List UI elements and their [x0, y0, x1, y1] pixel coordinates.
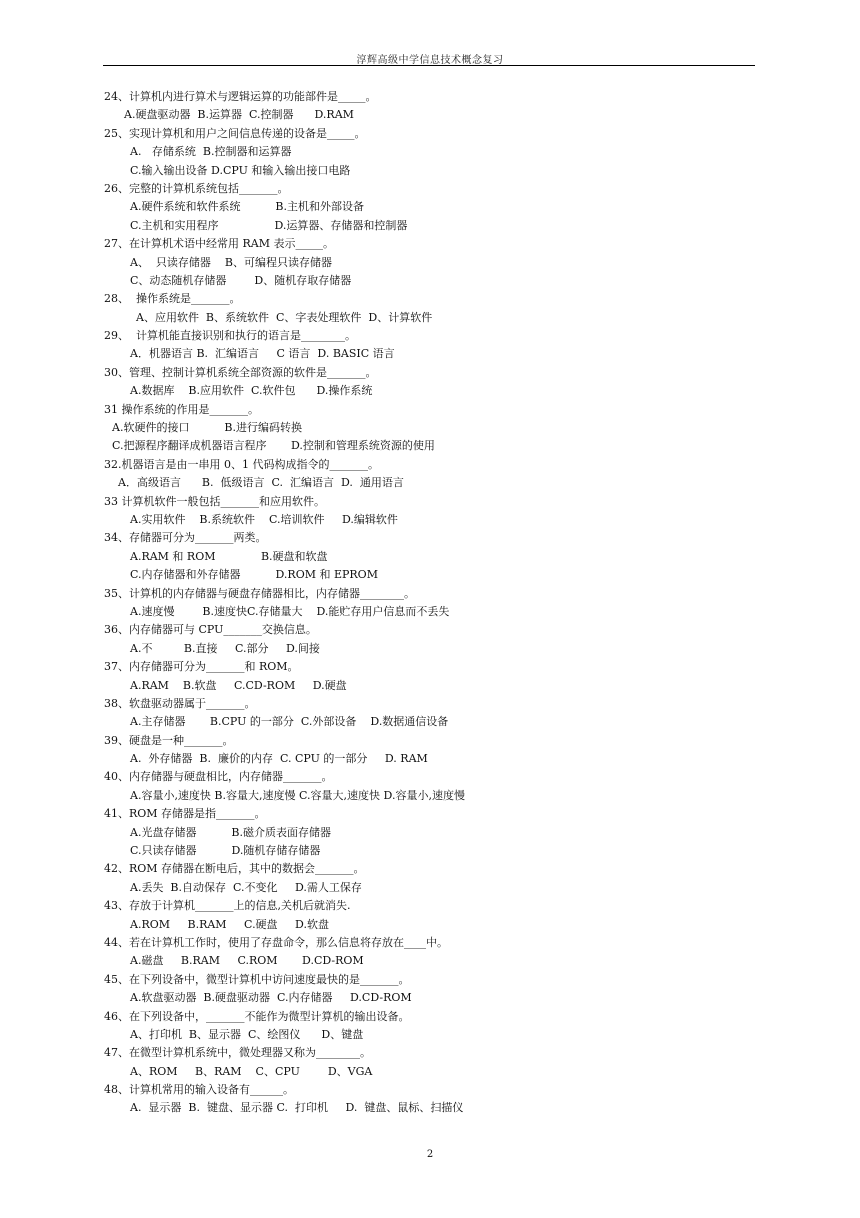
- question-stem: 46、在下列设备中，_______不能作为微型计算机的输出设备。: [104, 1009, 410, 1023]
- question-stem: 35、计算机的内存储器与硬盘存储器相比，内存储器________。: [104, 586, 415, 600]
- question-options: A、 只读存储器 B、可编程只读存储器: [130, 255, 333, 269]
- question-stem: 29、 计算机能直接识别和执行的语言是________。: [104, 329, 356, 343]
- question-options: A.光盘存储器 B.磁介质表面存储器: [130, 825, 331, 839]
- page-number: 2: [426, 1149, 434, 1160]
- question-stem: 37、内存储器可分为_______和 ROM。: [104, 660, 299, 674]
- question-options: A．高级语言 B. 低级语言 C. 汇编语言 D. 通用语言: [118, 476, 404, 490]
- question-options: A.数据库 B.应用软件 C.软件包 D.操作系统: [130, 384, 373, 398]
- question-stem: 34、存储器可分为_______两类。: [104, 531, 267, 545]
- question-options: A.磁盘 B.RAM C.ROM D.CD-ROM: [130, 954, 364, 968]
- question-stem: 24、计算机内进行算术与逻辑运算的功能部件是_____。: [104, 90, 377, 103]
- question-options: A、应用软件 B、系统软件 C、字表处理软件 D、计算软件: [136, 310, 433, 324]
- question-list: [104, 88, 764, 1118]
- question-options: A．机器语言 B. 汇编语言 C 语言 D. BASIC 语言: [130, 347, 395, 361]
- question-stem: 48、计算机常用的输入设备有______。: [104, 1083, 294, 1097]
- question-stem: 25、实现计算机和用户之间信息传递的设备是_____。: [104, 126, 366, 140]
- question-options: A.主存储器 B.CPU 的一部分 C.外部设备 D.数据通信设备: [130, 715, 449, 729]
- question-options: A.实用软件 B.系统软件 C.培训软件 D.编辑软件: [130, 512, 398, 526]
- question-options: C.输入输出设备 D.CPU 和输入输出接口电路: [130, 163, 351, 177]
- question-options: A.RAM 和 ROM B.硬盘和软盘: [130, 549, 328, 563]
- question-options: C、动态随机存储器 D、随机存取存储器: [130, 273, 352, 287]
- question-options: A.软盘驱动器 B.硬盘驱动器 C.内存储器 D.CD-ROM: [130, 991, 412, 1005]
- question-options: A、打印机 B、显示器 C、绘图仪 D、键盘: [130, 1027, 364, 1041]
- question-stem: 30、管理、控制计算机系统全部资源的软件是_______。: [104, 365, 377, 379]
- question-options: A.ROM B.RAM C.硬盘 D.软盘: [130, 917, 329, 931]
- question-stem: 43、存放于计算机_______上的信息,关机后就消失.: [104, 899, 351, 913]
- question-options: C.把源程序翻译成机器语言程序 D.控制和管理系统资源的使用: [112, 439, 435, 453]
- question-options: A.丢失 B.自动保存 C.不变化 D.需人工保存: [130, 880, 362, 894]
- question-stem: 26、完整的计算机系统包括_______。: [104, 181, 289, 195]
- question-options: A. 存储系统 B.控制器和运算器: [130, 145, 292, 159]
- question-options: A.速度慢 B.速度快C.存储量大 D.能贮存用户信息而不丢失: [130, 604, 450, 618]
- question-stem: 45、在下列设备中，微型计算机中访问速度最快的是_______。: [104, 972, 410, 986]
- question-stem: 44、若在计算机工作时，使用了存盘命令，那么信息将存放在____中。: [104, 935, 448, 949]
- question-options: C.只读存储器 D.随机存储存储器: [130, 844, 321, 858]
- question-stem: 40、内存储器与硬盘相比，内存储器_______。: [104, 770, 333, 784]
- question-options: A.硬件系统和软件系统 B.主机和外部设备: [130, 200, 364, 214]
- question-stem: 39、硬盘是一种_______。: [104, 733, 234, 747]
- question-stem: 38、软盘驱动器属于_______。: [104, 696, 256, 710]
- header-rule: [103, 65, 755, 66]
- question-options: A.RAM B.软盘 C.CD-ROM D.硬盘: [130, 678, 347, 692]
- question-stem: 31 操作系统的作用是_______。: [104, 402, 259, 416]
- question-options: A.容量小,速度快 B.容量大,速度慢 C.容量大,速度快 D.容量小,速度慢: [130, 788, 465, 802]
- question-options: C.主机和实用程序 D.运算器、存储器和控制器: [130, 218, 408, 232]
- question-options: A.不 B.直接 C.部分 D.间接: [130, 641, 320, 655]
- question-options: A. 显示器 B. 键盘、显示器 C. 打印机 D. 键盘、鼠标、扫描仪: [130, 1101, 464, 1115]
- question-stem: 28、 操作系统是_______。: [104, 292, 241, 306]
- question-options: A.硬盘驱动器 B.运算器 C.控制器 D.RAM: [124, 108, 354, 122]
- page-header: 淳辉高级中学信息技术概念复习: [356, 55, 504, 66]
- question-options: A. 外存储器 B. 廉价的内存 C. CPU 的一部分 D. RAM: [130, 752, 428, 766]
- question-stem: 36、内存储器可与 CPU_______交换信息。: [104, 623, 317, 637]
- question-stem: 42、ROM 存储器在断电后，其中的数据会_______。: [104, 862, 365, 876]
- question-stem: 41、ROM 存储器是指_______。: [104, 807, 266, 821]
- question-stem: 47、在微型计算机系统中，微处理器又称为________。: [104, 1046, 371, 1060]
- question-stem: 33 计算机软件一般包括_______和应用软件。: [104, 494, 325, 508]
- question-options: C.内存储器和外存储器 D.ROM 和 EPROM: [130, 568, 378, 582]
- question-stem: 32.机器语言是由一串用 0、1 代码构成指令的_______。: [104, 457, 379, 471]
- question-stem: 27、在计算机术语中经常用 RAM 表示_____。: [104, 237, 334, 251]
- question-options: A.软硬件的接口 B.进行编码转换: [112, 421, 302, 435]
- question-options: A、ROM B、RAM C、CPU D、VGA: [130, 1064, 373, 1078]
